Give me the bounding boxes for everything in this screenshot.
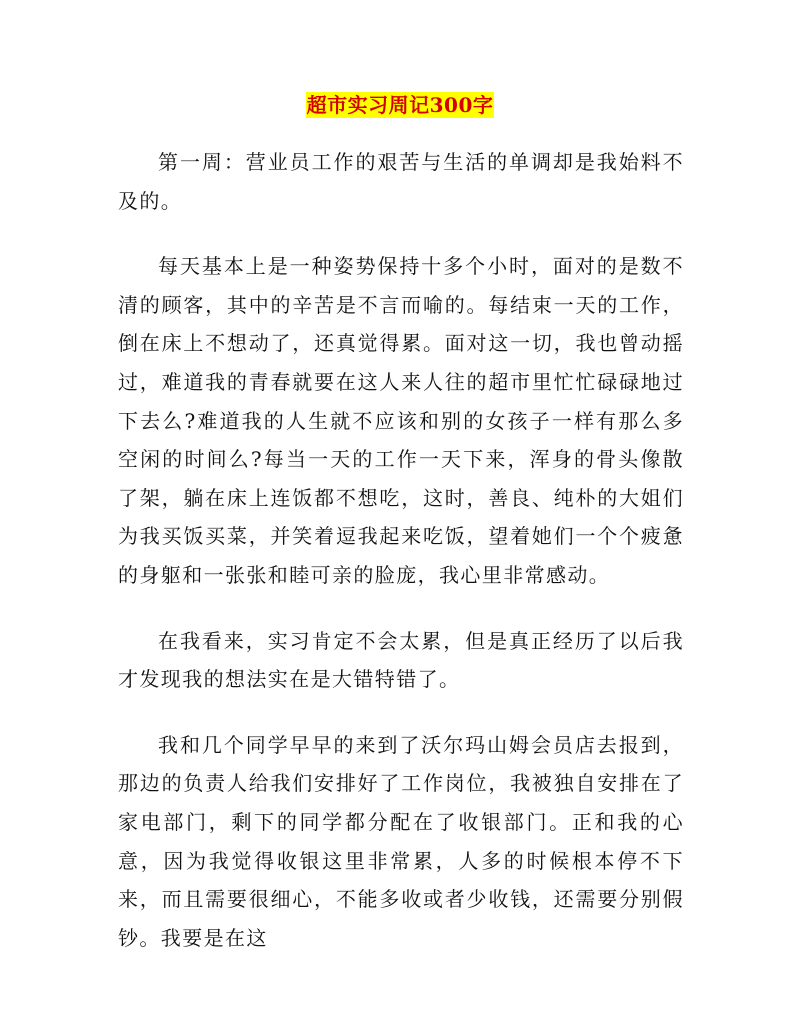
title-container bbox=[0, 92, 800, 118]
paragraph-1: 第一周：营业员工作的艰苦与生活的单调却是我始料不及的。 bbox=[118, 150, 684, 213]
document-body bbox=[118, 143, 684, 984]
paragraph-4: 我和几个同学早早的来到了沃尔玛山姆会员店去报到，那边的负责人给我们安排好了工作岗位，我被独自安排在了家电部门，剩下的同学都分配在了收银部门。正和我的心意，因为我觉得收银这里非常累，人多的时候根本停不下来，而且需要很细心，不能多收或者少收钱，还需要分别假钞。我要是在这 bbox=[118, 732, 684, 950]
paragraph-2: 每天基本上是一种姿势保持十多个小时，面对的是数不清的顾客，其中的辛苦是不言而喻的。每结束一天的工作，倒在床上不想动了，还真觉得累。面对这一切，我也曾动摇过，难道我的青春就要在这人来人往的超市里忙忙碌碌地过下去么?难道我的人生就不应该和别的女孩子一样有那么多空闲的时间么?每当一天的工作一天下来，浑身的骨头像散了架，躺在床上连饭都不想吃，这时，善良、纯朴的大姐们为我买饭买菜，并笑着逗我起来吃饭，望着她们一个个疲惫的身躯和一张张和睦可亲的脸庞，我心里非常感动。 bbox=[118, 254, 684, 587]
paragraph-3: 在我看来，实习肯定不会太累，但是真正经历了以后我才发现我的想法实在是大错特错了。 bbox=[118, 628, 684, 692]
document-title: 超市实习周记300字 bbox=[306, 93, 494, 117]
